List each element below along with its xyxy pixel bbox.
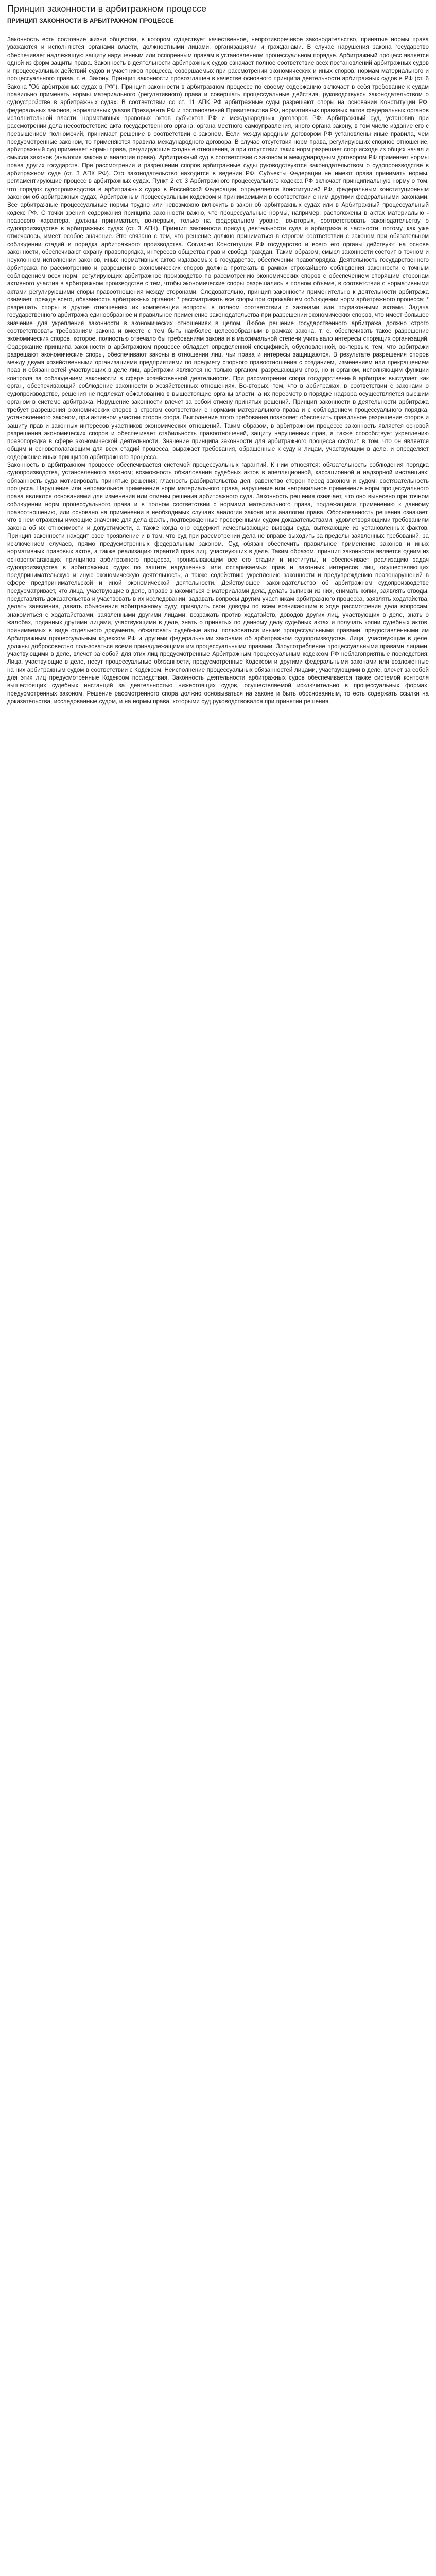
page-subtitle: ПРИНЦИП ЗАКОННОСТИ В АРБИТРАЖНОМ ПРОЦЕССЕ (7, 18, 174, 24)
body-paragraph-2: Законность в арбитражном процессе обеспечивается системой процессуальных гарантий. К ним относятся: обязательность соблюдения порядка судопроизводства, установленного законом; возможность обжалования судебных актов в апелляционной, кассационной и надзорной инстанциях; обязанность суда мотивировать принятые решения; гласность разбирательства дел; равенство сторон перед законом и судом; состязательность процесса. Нарушение или неправильное применение норм материального права, нарушение или неправильное применение норм процессуального права являются основаниями для изменения или отмены решения арбитражного суда. Законность решения означает, что оно вынесено при точном соблюдении норм процессуального права и в полном соответствии с нормами материального права, подлежащими применению к данному правоотношению, или основано на применении в необходимых случаях аналогии закона или аналогии права. Обоснованность решения означает, что в нем отражены имеющие значение для дела факты, подтвержденные проверенными судом доказательствами, удовлетворяющими требованиям закона об их относимости и допустимости, а также когда оно содержит исчерпывающие выводы суда, вытекающие из установленных фактов. Принцип законности находит свое проявление и в том, что суд при рассмотрении дела не вправе выходить за пределы заявленных требований, за исключением случаев, прямо предусмотренных федеральным законом. Суд обязан обеспечить правильное применение законов и иных нормативных правовых актов, а также реализацию гарантий прав лиц, участвующих в деле. Таким образом, принцип законности является одним из основополагающих принципов арбитражного процесса, пронизывающим все его стадии и институты, и обеспечивает реализацию задач судопроизводства в арбитражных судах по защите нарушенных или оспариваемых прав и законных интересов лиц, осуществляющих предпринимательскую и иную экономическую деятельность, а также содействию укреплению законности и предупреждению правонарушений в сфере предпринимательской и иной экономической деятельности. Действующее законодательство об арбитражном судопроизводстве предусматривает, что лица, участвующие в деле, вправе знакомиться с материалами дела, делать выписки из них, снимать копии, заявлять отводы, представлять доказательства и участвовать в их исследовании, задавать вопросы другим участникам арбитражного процесса, заявлять ходатайства, делать заявления, давать объяснения арбитражному суду, приводить свои доводы по всем возникающим в ходе рассмотрения дела вопросам, знакомиться с ходатайствами, заявленными другими лицами, возражать против ходатайств, доводов других лиц, участвующих в деле, знать о жалобах, поданных другими лицами, участвующими в деле, знать о принятых по данному делу судебных актах и получать копии судебных актов, принимаемых в виде отдельного документа, обжаловать судебные акты, пользоваться иными процессуальными правами, предоставленными им Арбитражным процессуальным кодексом РФ и другими федеральными законами об арбитражном судопроизводстве. Лица, участвующие в деле, должны добросовестно пользоваться всеми принадлежащими им процессуальными правами. Злоупотребление процессуальными правами лицами, участвующими в деле, влечет за собой для этих лиц предусмотренные Арбитражным процессуальным кодексом РФ неблагоприятные последствия. Лица, участвующие в деле, несут процессуальные обязанности, предусмотренные Кодексом и другими федеральными законами или возложенные на них арбитражным судом в соответствии с Кодексом. Неисполнение процессуальных обязанностей лицами, участвующими в деле, влечет за собой для этих лиц предусмотренные Кодексом последствия. Законность деятельности арбитражных судов обеспечивается также системой контроля вышестоящих судебных инстанций за деятельностью нижестоящих судов, осуществляемой исключительно в процессуальных формах, предусмотренных законом. Решение рассмотренного спора должно основываться на законе и быть обоснованным, то есть содержать ссылки на доказательства, исследованные судом, и на нормы права, которыми суд руководствовался при принятии решения. (7, 462, 429, 705)
page-title: Принцип законности в арбитражном процессе (7, 4, 207, 14)
document-body (7, 36, 429, 705)
document-page (0, 0, 436, 705)
body-paragraph-1: Законность есть состояние жизни общества, в котором существует качественное, непротиворечивое законодательство, принятые нормы права уважаются и исполняются органами власти, должностными лицами, организациями и гражданами. В случае нарушения закона государство обеспечивает надлежащую защиту нарушенным или оспоренным правам в установленном процессуальном порядке. Арбитражный процесс является одной из форм защиты права. Законность в деятельности арбитражных судов означает полное соответствие всех постановлений арбитражных судов и процессуальных действий судов и участников процесса, совершаемых при рассмотрении экономических и иных споров, нормам материального и процессуального права, т. е. Закону. Принцип законности провозглашен в качестве основного принципа деятельности арбитражных судов в РФ (ст. 6 Закона "Об арбитражных судах в РФ"). Принцип законности в арбитражном процессе по своему содержанию включает в себя требование к судам правильно применять нормы материального (регулятивного) права и совершать процессуальные действия, руководствуясь законодательством о судоустройстве в арбитражных судах. В соответствии со ст. 11 АПК РФ арбитражные суды разрешают споры на основании Конституции РФ, федеральных законов, нормативных указов Президента РФ и постановлений Правительства РФ, нормативных правовых актов федеральных органов исполнительной власти, нормативных правовых актов субъектов РФ и международных договоров РФ. Арбитражный суд, установив при рассмотрении дела несоответствие акта государственного органа, органа местного самоуправления, иного органа закону, в том числе издание его с превышением полномочий, принимает решение в соответствии с законом. Если международным договором РФ установлены иные правила, чем предусмотренные законом, то применяются правила международного договора. В случае отсутствия норм права, регулирующих спорное отношение, арбитражный суд применяет нормы права, регулирующие сходные отношения, а при отсутствии таких норм разрешает спор исходя из общих начал и смысла законов (аналогия закона и аналогия права). Арбитражный суд в соответствии с законом и международным договором РФ применяет нормы права других государств. При рассмотрении и разрешении споров арбитражные суды руководствуются законодательством о судопроизводстве в арбитражном суде (ст. 3 АПК РФ). Это законодательство находится в ведении РФ. Субъекты Федерации не имеют права принимать нормы, регламентирующие процесс в арбитражных судах. Пункт 2 ст. 3 Арбитражного процессуального кодекса РФ включает принципиальную норму о том, что порядок судопроизводства в арбитражных судах в Российской Федерации, определяется Конституцией РФ, федеральным конституционным законом об арбитражных судах, Арбитражным процессуальным кодексом и принимаемыми в соответствии с ним другими федеральными законами. Все арбитражные процессуальные нормы трудно или невозможно включить в закон об арбитражных судах или в Арбитражный процессуальный кодекс РФ. С точки зрения содержания принципа законности важно, что процессуальные нормы, например, расположены в актах материально - правового характера, должны приниматься, во-первых, только на федеральном уровне, во-вторых, соответствовать законодательству о судопроизводстве в арбитражных судах (ст. 3 АПК). Принцип законности присущ деятельности суда и арбитража в частности, потому, как уже отмечалось, имеет особое значение. Это связано с тем, что решение должно приниматься в строгом соответствии с законом при обязательном соблюдении стадий и порядка арбитражного производства. Согласно Конституции РФ государство и всего его органы действуют на основе законности, обеспечивают охрану правопорядка, интересов общества прав и свобод граждан. Таким образом, смысл законности состоит в точном и неуклонном исполнении законов, иных нормативных актов издаваемых в государстве, обеспечении правопорядка. Деятельность государственного арбитража по рассмотрению и разрешению экономических споров должна протекать в рамках строжайшего соблюдения законности с точным соблюдением всех норм, регулирующих арбитражное производство по рассмотрению экономических споров с обеспечением спорящим сторонам активного участия в арбитражном производстве с тем, чтобы экономические споры разрешались в полном объеме, в соответствии с нормативными актами регулирующими споры правоотношения между сторонами. Следовательно, принцип законности применительно к деятельности арбитража означает, прежде всего, обязанность арбитражных органов: * рассматривать все споры при строжайшем соблюдении норм арбитражного процесса; * разрешать споры в другие отношениях их компетенции вопросы в полном соответствии с законами или подзаконными актами. Задача государственного арбитража единообразное и правильное применение законодательства при разрешении экономических споров, что имеет большое значение для укрепления законности в экономических отношениях в целом. Любое решение государственного арбитража должно строго соответствовать требованиям закона и вместе с тем быть наиболее целесообразным в рамках закона, т. е. обеспечивать такое разрешение экономических споров, которое, полностью отвечало бы требованиям закона и в максимальной степени учитывало интересы спорящих организаций. Содержание принципа законности в арбитражном процессе обладает определенной спецификой, обусловленной, во-первых, тем, что арбитражи разрешают экономические споры, обеспечивают законы в отношении лиц, чьи права и интересы защищаются. В результате разрешения споров между двумя хозяйственными организациями предприятиями по предмету спорного правоотношения с созданием, изменением или прекращением прав и обязанностей участвующих в деле лиц, арбитражи являются не только органом, разрешающим спор, но и органом, исполняющим функции контроля за соблюдением законности в сфере хозяйственной деятельности. При рассмотрении спора государственный арбитраж выступает как орган, обеспечивающий соблюдение законности в хозяйственных отношениях. Во-вторых, тем, что в арбитражах, в соответствии с законами о судопроизводстве, решения не подлежат обжалованию в вышестоящие органы власти, а их пересмотр в порядке надзора осуществляется высшим органом в системе арбитража. Нарушение законности влечет за собой отмену принятых решений. Принцип законности в деятельности арбитража требует разрешения экономических споров в строгом соответствии с нормами материального права и с соблюдением процессуального порядка, установленного законом, при активном участии сторон спора. Выполнение этого требования позволяет обеспечить правильное разрешение споров и защиту прав и законных интересов участников экономических отношений. Таким образом, в арбитражном процессе законность является основой разрешения экономических споров и обеспечивает стабильность правоотношений, защиту нарушенных прав, а также способствует укреплению правопорядка в сфере экономической деятельности. Значение принципа законности для арбитражного процесса состоит в том, что он является общим и основополагающим для всех стадий процесса, выражает требования, обращенные к суду и лицам, участвующим в деле, и определяет содержание иных принципов арбитражного процесса. (7, 36, 429, 461)
